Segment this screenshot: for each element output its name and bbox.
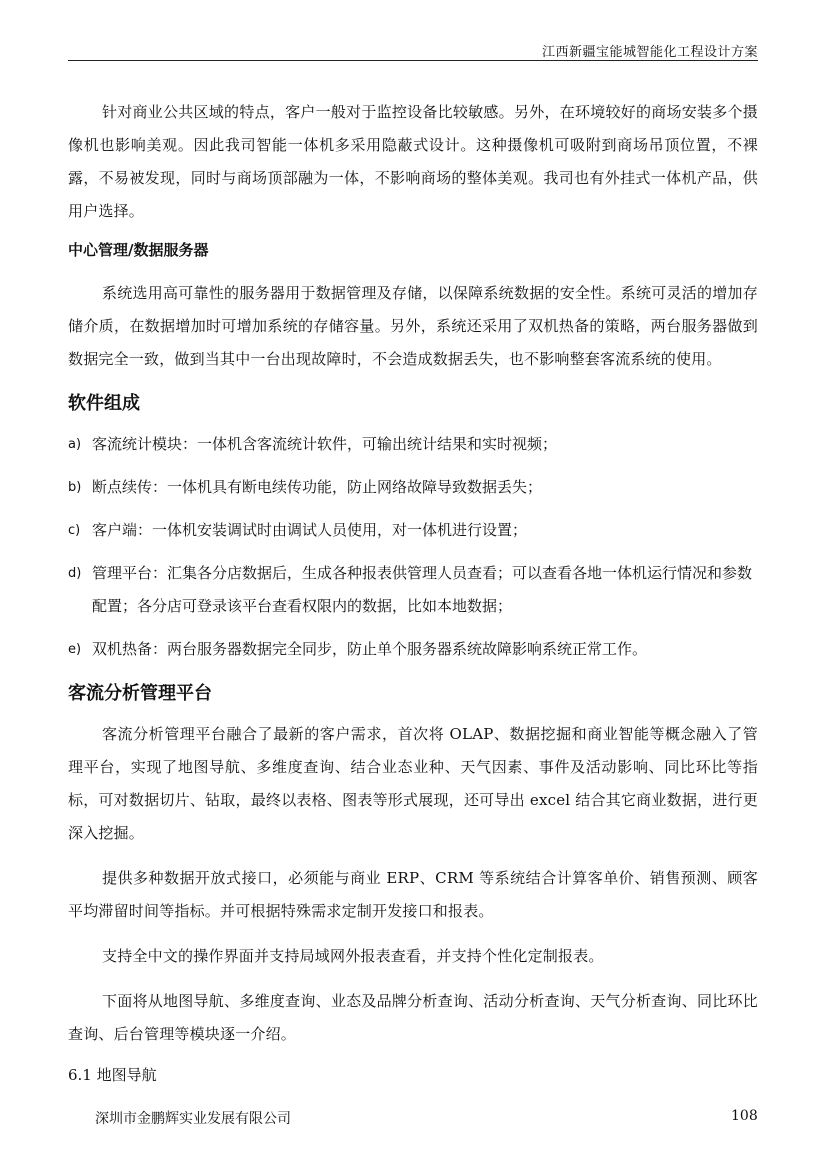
list-text: 管理平台：汇集各分店数据后，生成各种报表供管理人员查看；可以查看各地一体机运行情况和参数配置；各分店可登录该平台查看权限内的数据，比如本地数据； xyxy=(92,564,753,615)
heading-software: 软件组成 xyxy=(68,393,140,414)
page-number: 108 xyxy=(731,1108,758,1124)
paragraph-modules: 下面将从地图导航、多维度查询、业态及品牌分析查询、活动分析查询、天气分析查询、同比环比查询、后台管理等模块逐一介绍。 xyxy=(68,992,758,1043)
paragraph-server: 系统选用高可靠性的服务器用于数据管理及存储，以保障系统数据的安全性。系统可灵活的增加存储介质，在数据增加时可增加系统的存储容量。另外，系统还采用了双机热备的策略，两台服务器做到数据完全一致，做到当其中一台出现故障时，不会造成数据丢失，也不影响整套客流系统的使用。 xyxy=(68,284,758,368)
list-marker: a) xyxy=(68,437,82,452)
software-list xyxy=(68,428,758,666)
heading-analysis-platform: 客流分析管理平台 xyxy=(68,683,212,704)
paragraph-camera-design: 针对商业公共区域的特点，客户一般对于监控设备比较敏感。另外，在环境较好的商场安装多个摄像机也影响美观。因此我司智能一体机多采用隐蔽式设计。这种摄像机可吸附到商场吊顶位置，不裸露，不易被发现，同时与商场顶部融为一体，不影响商场的整体美观。我司也有外挂式一体机产品，供用户选择。 xyxy=(68,103,758,220)
list-text: 双机热备：两台服务器数据完全同步，防止单个服务器系统故障影响系统正常工作。 xyxy=(92,640,648,658)
footer-company: 深圳市金鹏辉实业发展有限公司 xyxy=(95,1111,291,1127)
list-text: 客流统计模块：一体机含客流统计软件，可输出统计结果和实时视频； xyxy=(92,435,558,453)
paragraph-interfaces: 提供多种数据开放式接口，必须能与商业 ERP、CRM 等系统结合计算客单价、销售预测、顾客平均滞留时间等指标。并可根据特殊需求定制开发接口和报表。 xyxy=(68,869,758,920)
list-item xyxy=(68,514,758,547)
list-marker: c) xyxy=(68,523,81,538)
list-marker: b) xyxy=(68,480,82,495)
list-marker: d) xyxy=(68,566,82,581)
list-marker: e) xyxy=(68,642,82,657)
list-text: 断点续传：一体机具有断电续传功能，防止网络故障导致数据丢失； xyxy=(92,478,543,496)
heading-map-navigation: 6.1 地图导航 xyxy=(68,1066,157,1084)
heading-data-server: 中心管理/数据服务器 xyxy=(68,241,209,259)
list-text: 客户端：一体机安装调试时由调试人员使用，对一体机进行设置； xyxy=(92,521,528,539)
list-item xyxy=(68,557,758,623)
list-item xyxy=(68,471,758,504)
list-item xyxy=(68,428,758,461)
paragraph-platform-intro: 客流分析管理平台融合了最新的客户需求，首次将 OLAP、数据挖掘和商业智能等概念融入了管理平台，实现了地图导航、多维度查询、结合业态业种、天气因素、事件及活动影响、同比环比等指标，可对数据切片、钻取，最终以表格、图表等形式展现，还可导出 excel 结合其它商业数据，进行更深入挖掘。 xyxy=(68,725,758,842)
header-title: 江西新疆宝能城智能化工程设计方案 xyxy=(541,45,758,60)
paragraph-chinese-ui: 支持全中文的操作界面并支持局域网外报表查看，并支持个性化定制报表。 xyxy=(102,947,604,965)
header-rule xyxy=(68,60,758,61)
list-item xyxy=(68,633,758,666)
page-content xyxy=(68,96,758,1089)
